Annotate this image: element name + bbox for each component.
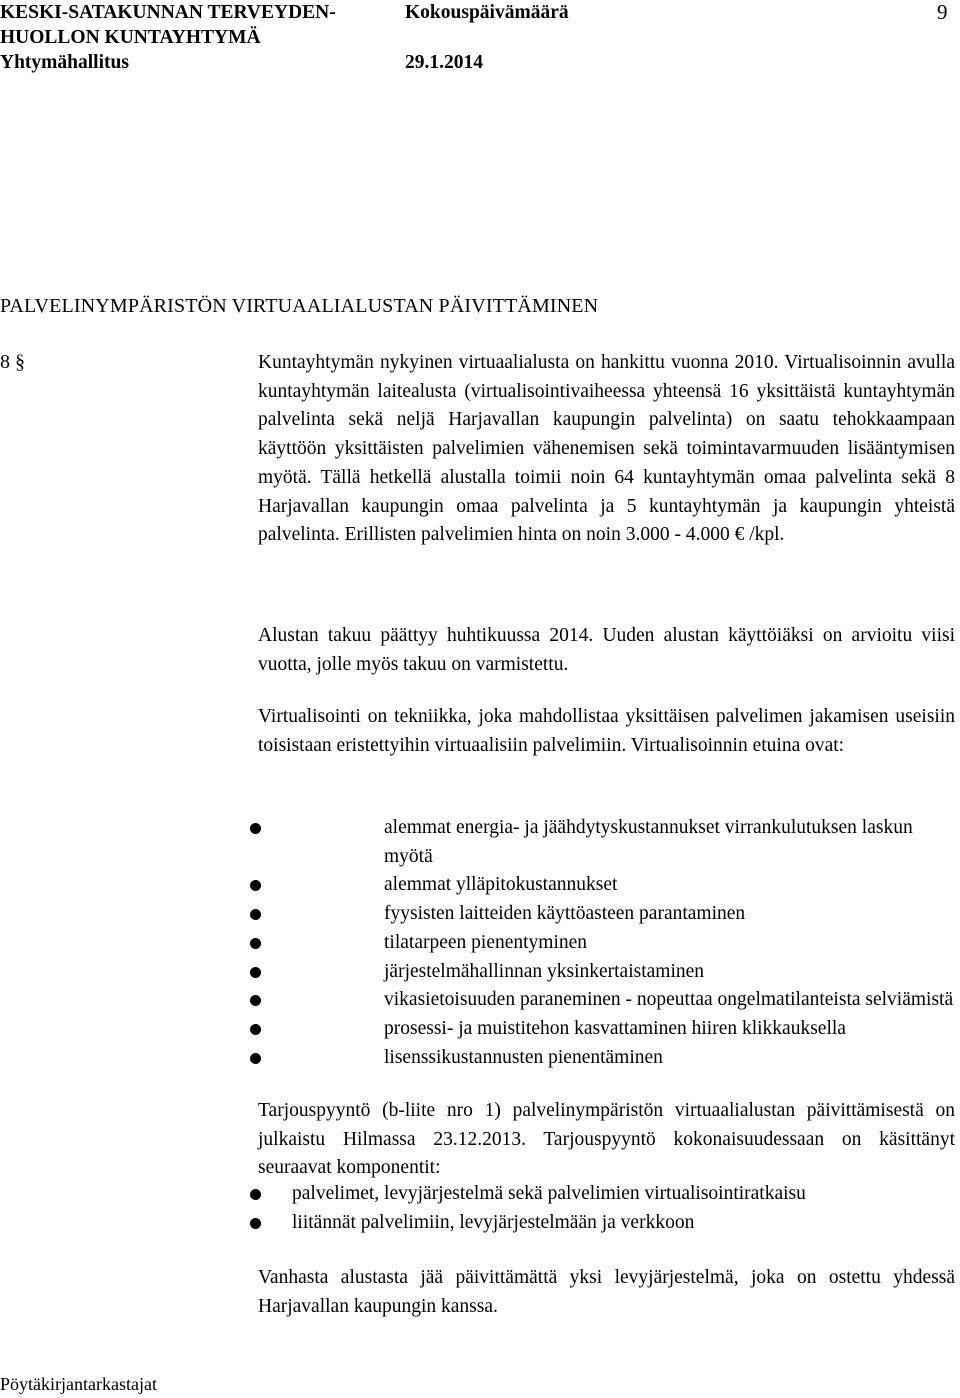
paragraph-text: Tarjouspyyntö (b-liite nro 1) palvelinympäristön virtuaalialustan päivittämisestä on julkaistu Hilmassa 23.12.2013. Tarjouspyyntö kokonaisuudessaan on käsittänyt seuraavat komponentit: [258, 1100, 955, 1179]
page-number: 9 [937, 0, 948, 24]
list-item [250, 958, 960, 987]
footer-minutes-checkers: Pöytäkirjantarkastajat [0, 1374, 157, 1394]
governing-body: Yhtymähallitus [0, 52, 129, 73]
list-item [250, 814, 960, 871]
bullet-icon [250, 995, 261, 1006]
list-item-text: tilatarpeen pienentyminen [384, 931, 588, 953]
bullet-icon [250, 909, 261, 920]
list-item-text: palvelimet, levyjärjestelmä sekä palvelimien virtualisointiratkaisu [292, 1183, 806, 1204]
paragraph-intro [258, 349, 955, 550]
list-item [250, 1180, 960, 1209]
list-item [250, 900, 960, 929]
benefits-list [250, 814, 960, 1072]
bullet-icon [250, 823, 261, 834]
list-item-text: fyysisten laitteiden käyttöasteen parantaminen [384, 903, 746, 925]
bullet-icon [250, 967, 261, 978]
paragraph-warranty [258, 622, 955, 679]
agenda-item-title: PALVELINYMPÄRISTÖN VIRTUAALIALUSTAN PÄIVITTÄMINEN [0, 295, 599, 317]
organization-name-line1: KESKI-SATAKUNNAN TERVEYDEN- [0, 2, 336, 23]
meeting-date: 29.1.2014 [405, 52, 483, 73]
list-item [250, 871, 960, 900]
list-item [250, 929, 960, 958]
bullet-icon [250, 880, 261, 891]
paragraph-text: Kuntayhtymän nykyinen virtuaalialusta on hankittu vuonna 2010. Virtualisoinnin avulla kuntayhtymän laitealusta (virtualisointivaiheessa yhteensä 16 yksittäistä kuntayhtymän palvelinta sekä neljä Harjavallan kaupungin palvelinta) on saatu tehokkaampaan käyttöön yksittäisten palvelimien vähenemisen sekä toimintavarmuuden lisääntymisen myötä. Tällä hetkellä alustalla toimii noin 64 kuntayhtymän omaa palvelinta sekä 8 Harjavallan kaupungin omaa palvelinta ja 5 kuntayhtymän ja kaupungin yhteistä palvelinta. Erillisten palvelimien hinta on noin 3.000 - 4.000 € /kpl. [258, 352, 955, 546]
paragraph-text: Vanhasta alustasta jää päivittämättä yksi levyjärjestelmä, joka on ostettu yhdessä Harjavallan kaupungin kanssa. [258, 1267, 955, 1317]
list-item-text: prosessi- ja muistitehon kasvattaminen hiiren klikkauksella [384, 1017, 846, 1039]
list-item-text: alemmat energia- ja jäähdytyskustannukset virrankulutuksen laskun myötä [384, 817, 913, 867]
bullet-icon [250, 1189, 261, 1200]
list-item-text: järjestelmähallinnan yksinkertaistaminen [384, 960, 705, 982]
list-item [250, 1015, 960, 1044]
bullet-icon [250, 938, 261, 949]
components-list [250, 1180, 960, 1237]
paragraph-tender [258, 1097, 955, 1183]
bullet-icon [250, 1218, 261, 1229]
paragraph-storage [258, 1264, 955, 1321]
list-item-text: lisenssikustannusten pienentäminen [384, 1046, 663, 1068]
list-item-text: liitännät palvelimiin, levyjärjestelmään ja verkkoon [292, 1211, 695, 1233]
list-item-text: vikasietoisuuden paraneminen - nopeuttaa ongelmatilanteista selviämistä [384, 989, 954, 1011]
list-item [250, 1209, 960, 1238]
paragraph-text: Virtualisointi on tekniikka, joka mahdollistaa yksittäisen palvelimen jakamisen useisiin toisistaan eristettyihin virtuaalisiin palvelimiin. Virtualisoinnin etuina ovat: [258, 706, 955, 756]
paragraph-text: Alustan takuu päättyy huhtikuussa 2014. Uuden alustan käyttöiäksi on arvioitu viisi vuotta, jolle myös takuu on varmistettu. [258, 625, 955, 675]
bullet-icon [250, 1053, 261, 1064]
list-item-text: alemmat ylläpitokustannukset [384, 874, 618, 896]
bullet-icon [250, 1024, 261, 1035]
list-item [250, 986, 960, 1015]
paragraph-virtualization [258, 703, 955, 760]
organization-name-line2: HUOLLON KUNTAYHTYMÄ [0, 27, 261, 48]
list-item [250, 1044, 960, 1073]
meeting-date-label: Kokouspäivämäärä [405, 2, 569, 23]
section-number: 8 § [0, 351, 25, 373]
